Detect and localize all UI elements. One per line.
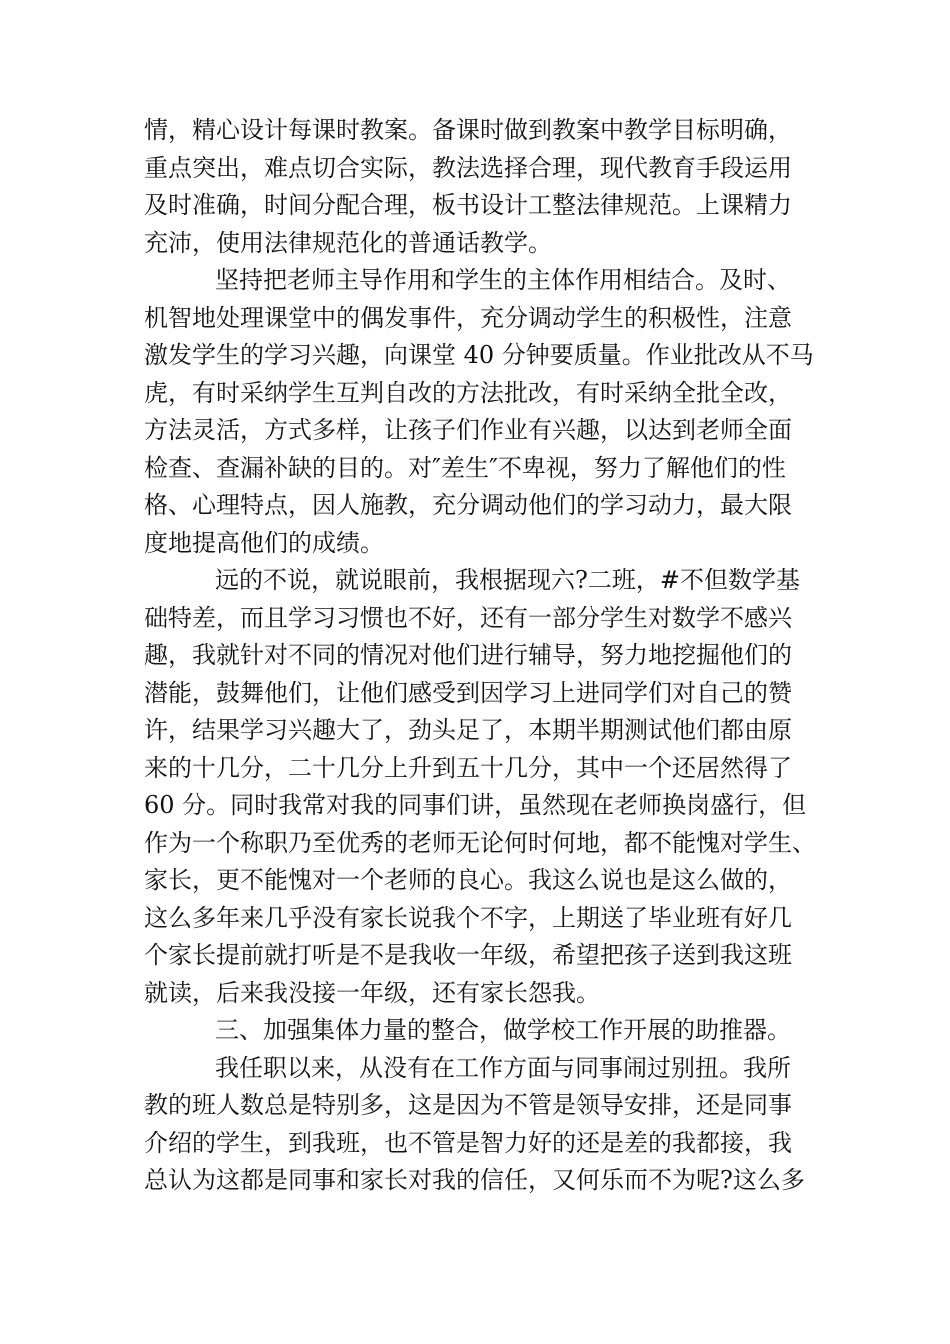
text-line: 这么多年来几乎没有家长说我个不字，上期送了毕业班有好几 (144, 903, 792, 932)
body-text (144, 112, 819, 1200)
text-line: 重点突出，难点切合实际，教法选择合理，现代教育手段运用 (144, 153, 792, 182)
text-line: 趣，我就针对不同的情况对他们进行辅导，努力地挖掘他们的 (144, 641, 792, 669)
text-line: 充沛，使用法律规范化的普通话教学。 (144, 228, 552, 257)
text-line: 介绍的学生，到我班，也不管是智力好的还是差的我都接，我 (144, 1128, 792, 1157)
text-line: 潜能，鼓舞他们，让他们感受到因学习上进同学们对自己的赞 (144, 678, 792, 707)
section-heading: 三、加强集体力量的整合，做学校工作开展的助推器。 (215, 1016, 791, 1044)
text-line: 方法灵活，方式多样，让孩子们作业有兴趣，以达到老师全面 (144, 416, 792, 444)
text-line: 许，结果学习兴趣大了，劲头足了，本期半期测试他们都由原 (144, 716, 792, 744)
text-line: 来的十几分，二十几分上升到五十几分，其中一个还居然得了 (144, 753, 792, 782)
paragraph-first-line: 坚持把老师主导作用和学生的主体作用相结合。及时、 (215, 266, 791, 294)
paragraph-first-line: 我任职以来，从没有在工作方面与同事闹过别扭。我所 (215, 1053, 791, 1082)
text-line: 格、心理特点，因人施教，充分调动他们的学习动力，最大限 (144, 491, 792, 519)
text-line: 作为一个称职乃至优秀的老师无论何时何地，都不能愧对学生、 (144, 828, 816, 857)
text-line: 度地提高他们的成绩。 (144, 528, 384, 557)
text-line: 虎，有时采纳学生互判自改的方法批改，有时采纳全批全改， (144, 378, 792, 407)
text-line: 情，精心设计每课时教案。备课时做到教案中教学目标明确， (144, 116, 792, 144)
text-line: 检查、查漏补缺的目的。对″差生″不卑视，努力了解他们的性 (144, 453, 786, 482)
paragraph-first-line: 远的不说，就说眼前，我根据现六?二班，#不但数学基 (215, 566, 800, 594)
text-line: 激发学生的学习兴趣，向课堂 40 分钟要质量。作业批改从不马 (144, 341, 814, 369)
text-line: 家长，更不能愧对一个老师的良心。我这么说也是这么做的， (144, 866, 792, 894)
text-line: 总认为这都是同事和家长对我的信任，又何乐而不为呢?这么多 (144, 1166, 805, 1194)
text-line: 机智地处理课堂中的偶发事件，充分调动学生的积极性，注意 (144, 303, 792, 332)
text-line: 60 分。同时我常对我的同事们讲，虽然现在老师换岗盛行，但 (144, 791, 807, 819)
text-line: 础特差，而且学习习惯也不好，还有一部分学生对数学不感兴 (144, 603, 792, 632)
text-line: 个家长提前就打听是不是我收一年级，希望把孩子送到我这班 (144, 941, 792, 969)
text-line: 及时准确，时间分配合理，板书设计工整法律规范。上课精力 (144, 191, 792, 219)
text-line: 教的班人数总是特别多，这是因为不管是领导安排，还是同事 (144, 1091, 792, 1119)
text-line: 就读，后来我没接一年级，还有家长怨我。 (144, 978, 600, 1007)
